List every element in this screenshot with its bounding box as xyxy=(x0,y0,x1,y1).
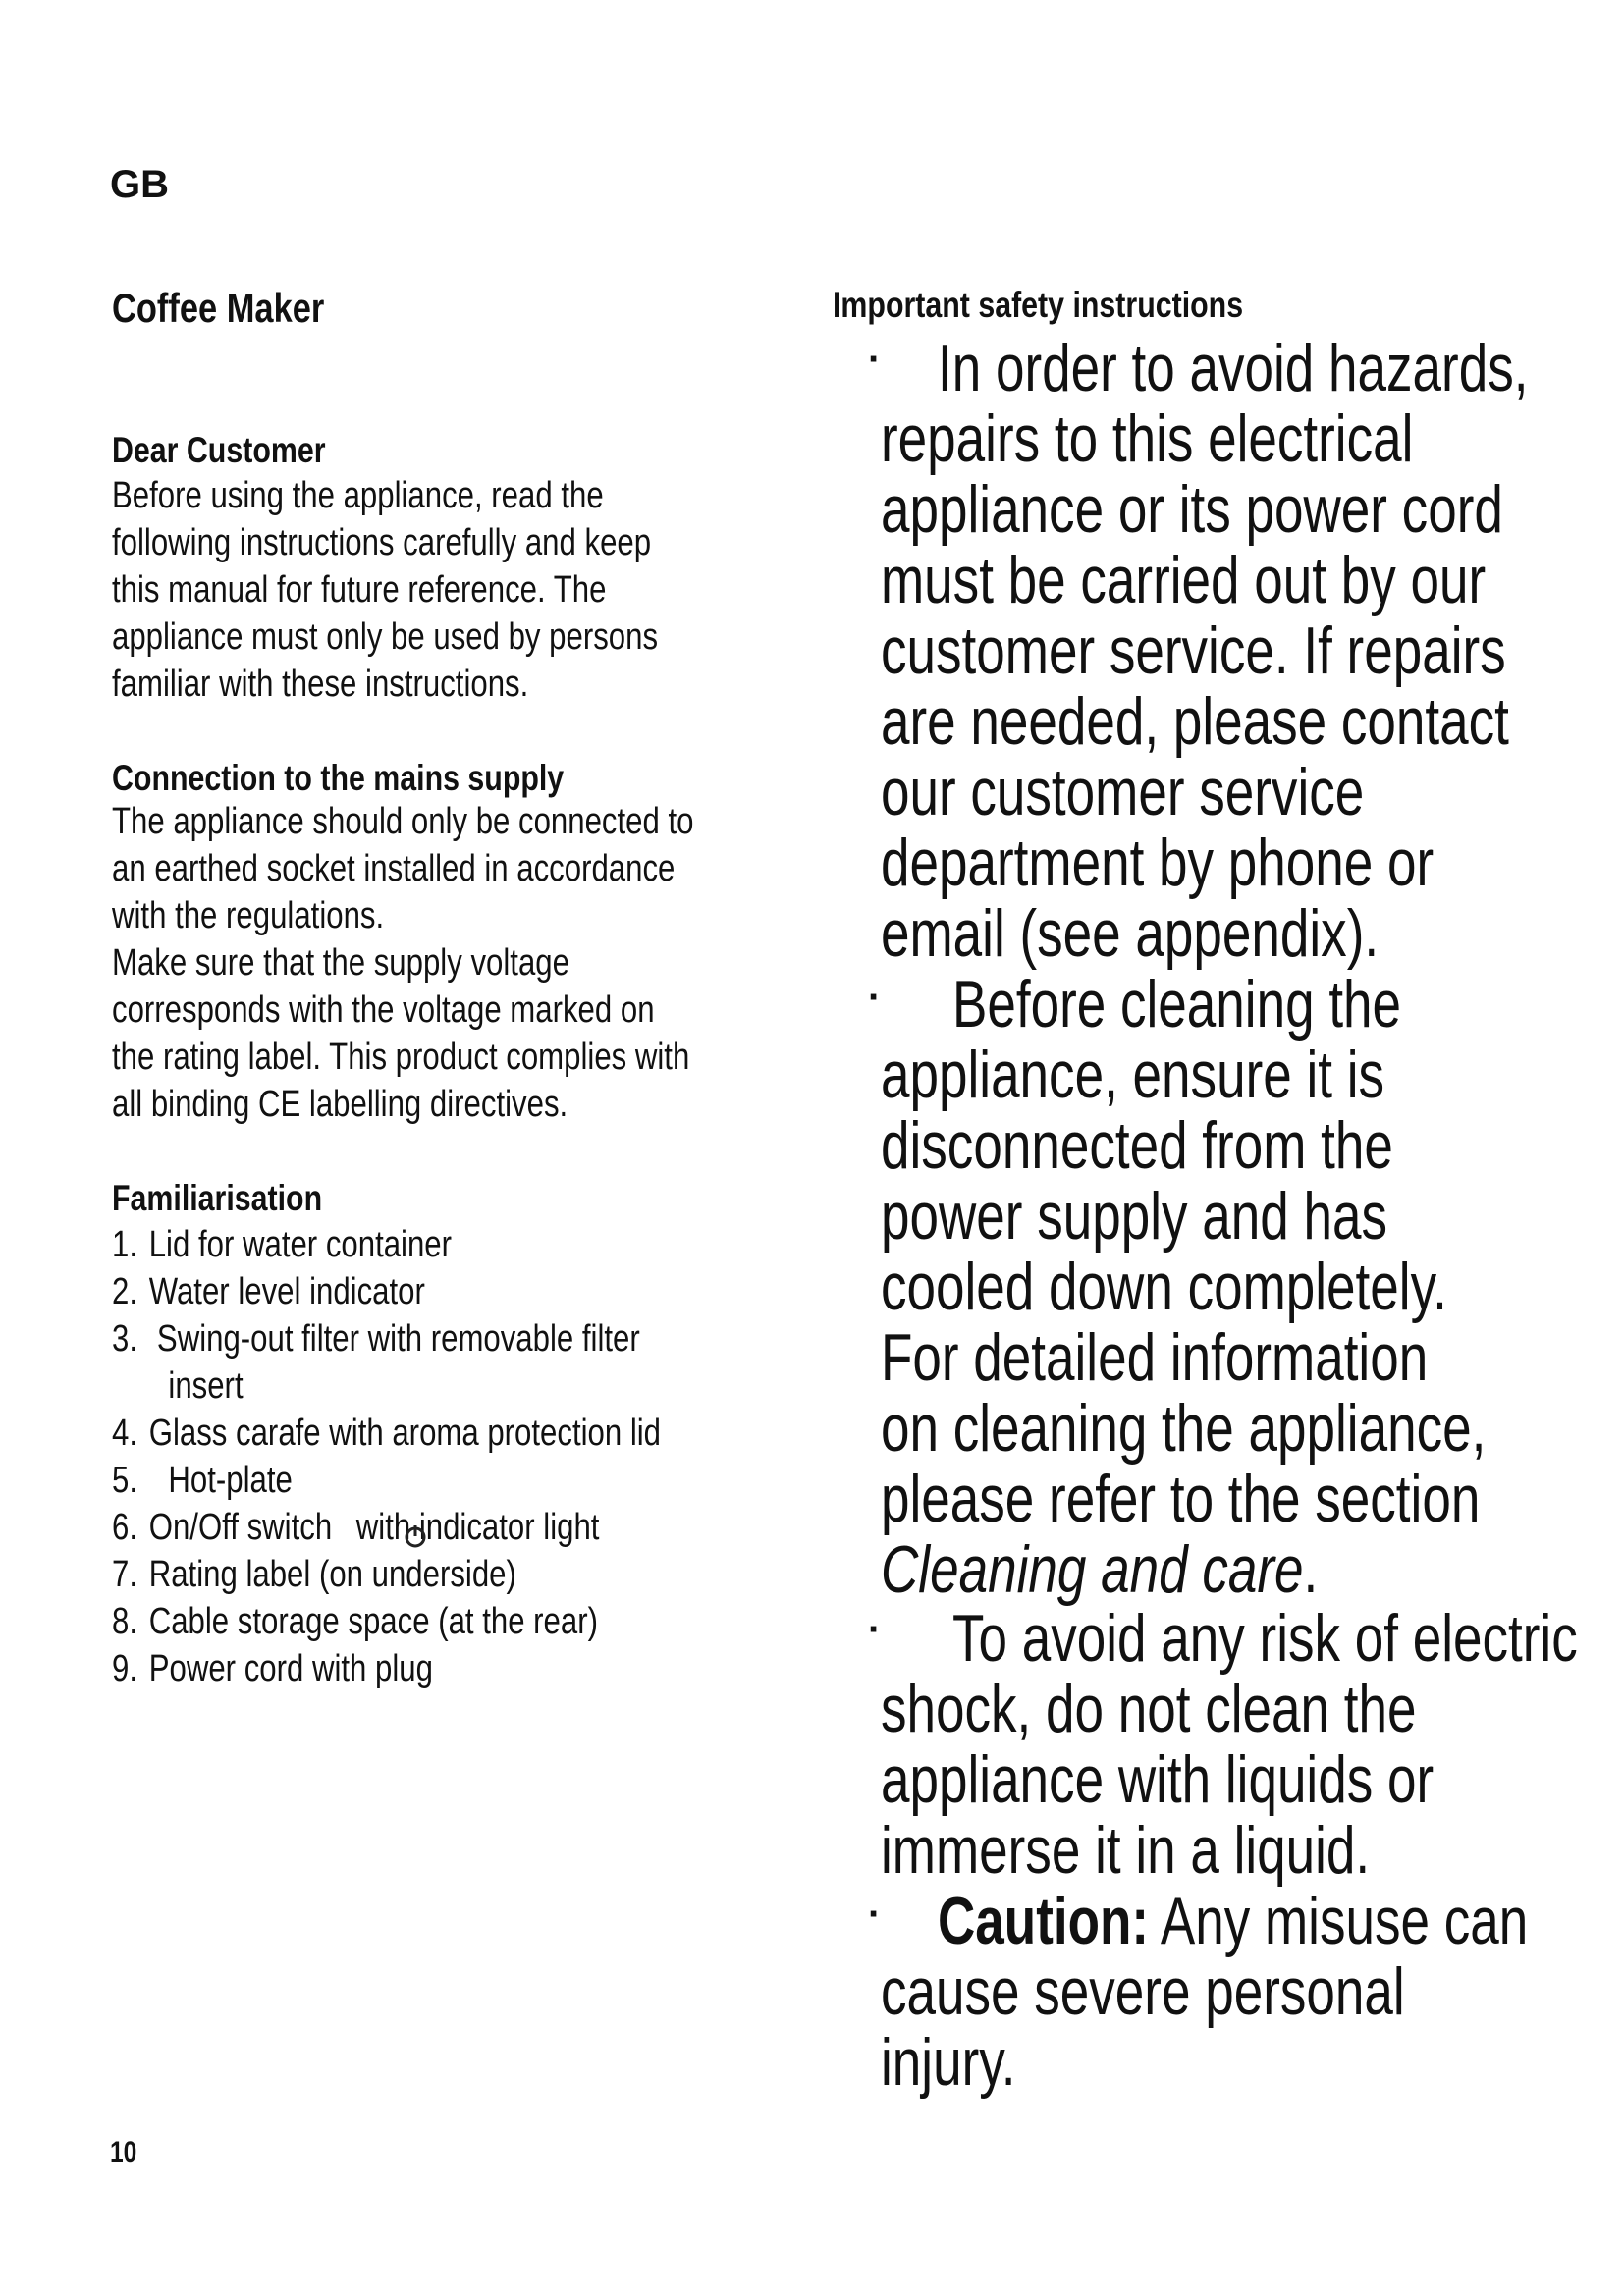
safety-line: injury. xyxy=(881,2025,1016,2100)
bullet-marker: · xyxy=(868,1893,882,1936)
mains-line: Make sure that the supply voltage xyxy=(112,942,569,984)
safety-line: repairs to this electrical xyxy=(881,401,1414,476)
dear-customer-line: Before using the appliance, read the xyxy=(112,475,604,516)
safety-line: customer service. If repairs xyxy=(881,614,1506,688)
safety-line: please refer to the section xyxy=(881,1462,1481,1536)
item-number: 8. xyxy=(112,1601,137,1642)
list-item xyxy=(112,1554,516,1596)
bullet-marker: · xyxy=(868,976,882,1019)
power-icon xyxy=(403,1523,428,1549)
safety-line: shock, do not clean the xyxy=(881,1672,1417,1746)
mains-heading: Connection to the mains supply xyxy=(112,758,565,798)
safety-line: cause severe personal xyxy=(881,1954,1405,2029)
dear-customer-heading: Dear Customer xyxy=(112,430,326,470)
language-code: GB xyxy=(110,163,169,206)
safety-line: department by phone or xyxy=(881,826,1435,900)
safety-line: are needed, please contact xyxy=(881,684,1509,759)
safety-line: power supply and has xyxy=(881,1179,1388,1254)
mains-line: The appliance should only be connected to xyxy=(112,801,694,842)
item-text: Glass carafe with aroma protection lid xyxy=(148,1413,662,1454)
mains-line: all binding CE labelling directives. xyxy=(112,1084,568,1125)
item-text: Lid for water container xyxy=(148,1224,453,1265)
item-text-continued: with indicator light xyxy=(355,1507,600,1548)
item-text: Cable storage space (at the rear) xyxy=(148,1601,598,1642)
safety-line: For detailed information xyxy=(881,1320,1429,1395)
item-number: 4. xyxy=(112,1413,137,1454)
safety-line: appliance, ensure it is xyxy=(881,1038,1385,1112)
item-text: insert xyxy=(168,1365,244,1407)
list-item xyxy=(112,1601,598,1643)
safety-line xyxy=(938,1883,1528,1959)
safety-line: appliance or its power cord xyxy=(881,472,1503,547)
item-text: Rating label (on underside) xyxy=(148,1554,516,1595)
safety-line: In order to avoid hazards, xyxy=(938,331,1529,405)
list-item xyxy=(112,1318,640,1361)
item-number: 3. xyxy=(112,1318,137,1360)
safety-line: must be carried out by our xyxy=(881,543,1487,617)
item-text: Power cord with plug xyxy=(148,1648,433,1689)
item-text: On/Off switch xyxy=(148,1507,333,1548)
caution-label: Caution: xyxy=(938,1884,1150,1958)
cleaning-and-care-reference: Cleaning and care xyxy=(881,1532,1304,1607)
dear-customer-line: this manual for future reference. The xyxy=(112,569,607,611)
safety-line: immerse it in a liquid. xyxy=(881,1813,1371,1888)
list-item xyxy=(112,1460,293,1502)
item-number: 6. xyxy=(112,1507,137,1548)
list-item xyxy=(112,1507,599,1549)
dear-customer-line: following instructions carefully and keep xyxy=(112,522,652,563)
item-text: Water level indicator xyxy=(148,1271,425,1312)
bullet-marker: · xyxy=(868,338,882,381)
safety-line: Before cleaning the xyxy=(952,967,1402,1041)
safety-line: To avoid any risk of electric xyxy=(952,1601,1578,1676)
safety-line: on cleaning the appliance, xyxy=(881,1391,1487,1466)
item-text: Hot-plate xyxy=(168,1460,293,1501)
safety-line: cooled down completely. xyxy=(881,1250,1447,1324)
safety-line: email (see appendix). xyxy=(881,896,1380,971)
item-text: Swing-out filter with removable filter xyxy=(156,1318,640,1360)
mains-line: with the regulations. xyxy=(112,895,385,936)
item-number: 2. xyxy=(112,1271,137,1312)
dear-customer-line: appliance must only be used by persons xyxy=(112,616,659,658)
mains-line: the rating label. This product complies with xyxy=(112,1037,690,1078)
dear-customer-line: familiar with these instructions. xyxy=(112,664,529,705)
item-number: 9. xyxy=(112,1648,137,1689)
list-item xyxy=(112,1271,425,1313)
safety-line: our customer service xyxy=(881,755,1365,829)
mains-line: an earthed socket installed in accordance xyxy=(112,848,676,889)
bullet-marker: · xyxy=(868,1608,882,1651)
caution-text: Any misuse can xyxy=(1160,1884,1529,1958)
list-item xyxy=(112,1648,433,1690)
safety-line: disconnected from the xyxy=(881,1108,1393,1183)
familiarisation-heading: Familiarisation xyxy=(112,1178,323,1218)
period: . xyxy=(1303,1532,1319,1607)
safety-line: appliance with liquids or xyxy=(881,1742,1435,1817)
item-number: 5. xyxy=(112,1460,137,1501)
safety-heading: Important safety instructions xyxy=(833,285,1244,325)
item-number: 7. xyxy=(112,1554,137,1595)
list-item xyxy=(112,1365,244,1408)
item-number: 1. xyxy=(112,1224,137,1265)
list-item xyxy=(112,1224,452,1266)
safety-line xyxy=(881,1531,1318,1608)
list-item xyxy=(112,1413,661,1455)
page-title: Coffee Maker xyxy=(112,285,325,331)
mains-line: corresponds with the voltage marked on xyxy=(112,989,655,1031)
page-number: 10 xyxy=(110,2136,137,2168)
